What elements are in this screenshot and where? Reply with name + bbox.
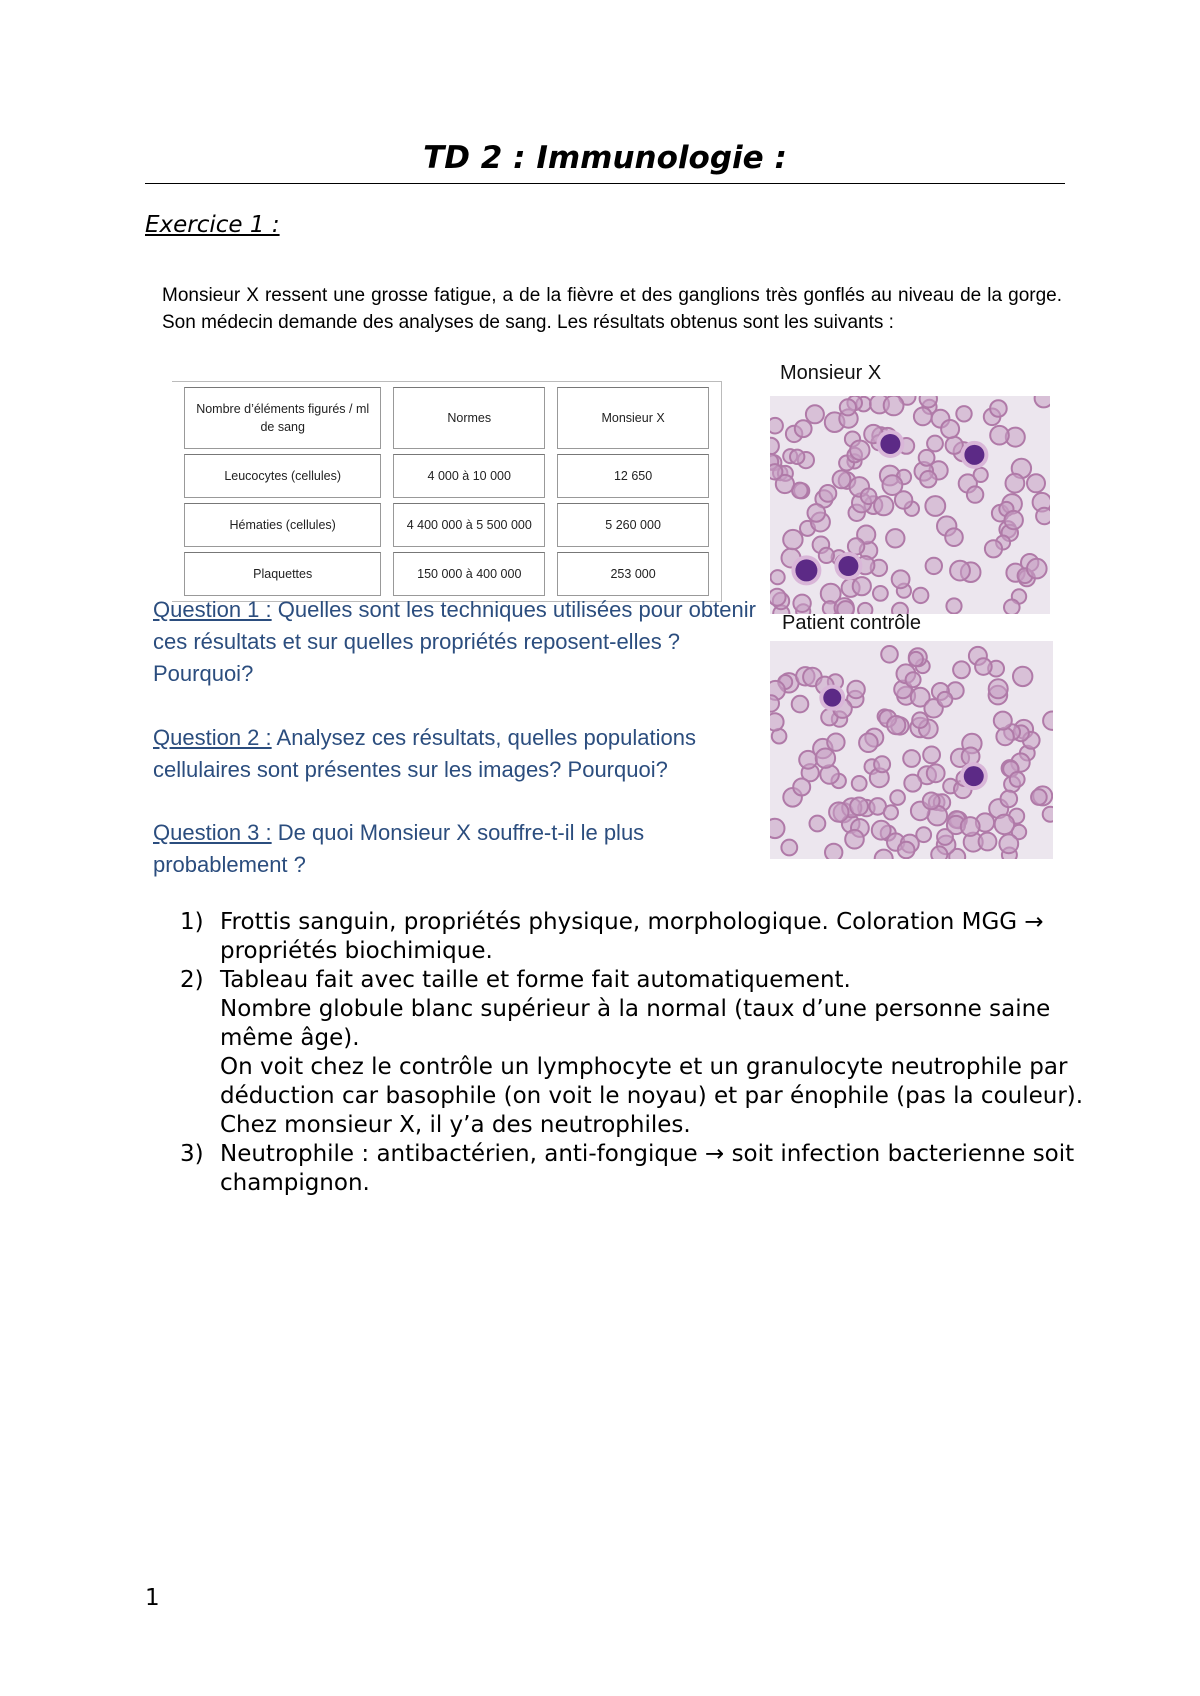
- answer-line: Chez monsieur X, il y’a des neutrophiles.: [220, 1112, 691, 1138]
- red-blood-cell: [961, 817, 980, 836]
- answer-line: Neutrophile : antibactérien, anti-fongique → soit infection bacterienne soit champignon.: [220, 1141, 1075, 1196]
- answer-line: On voit chez le contrôle un lymphocyte et un granulocyte neutrophile par déduction car basophile (on voit le noyau) et par énophile (pas la couleur).: [220, 1054, 1084, 1109]
- red-blood-cell: [906, 672, 921, 687]
- red-blood-cell: [816, 749, 835, 768]
- smear-drawing: [770, 641, 1053, 859]
- red-blood-cell: [770, 695, 779, 711]
- red-blood-cell: [974, 468, 988, 482]
- red-blood-cell: [1010, 772, 1025, 787]
- red-blood-cell: [875, 850, 893, 859]
- red-blood-cell: [927, 436, 943, 452]
- red-blood-cell: [1027, 559, 1047, 579]
- red-blood-cell: [1031, 789, 1047, 805]
- red-blood-cell: [926, 558, 942, 574]
- answers-list: [180, 908, 1090, 1198]
- red-blood-cell: [771, 570, 785, 584]
- red-blood-cell: [994, 712, 1012, 730]
- red-blood-cell: [781, 840, 797, 856]
- red-blood-cell: [1004, 600, 1020, 615]
- exercise-intro: Monsieur X ressent une grosse fatigue, a de la fièvre et des ganglions très gonflés au niveau de la gorge. Son médecin demande des analyses de sang. Les résultats obtenus sont les suivants :: [162, 285, 1062, 333]
- red-blood-cell: [1043, 807, 1053, 822]
- red-blood-cell: [904, 775, 921, 792]
- list-number: 1): [180, 909, 204, 935]
- table-cell: 4 000 à 10 000: [393, 454, 545, 498]
- red-blood-cell: [852, 776, 867, 791]
- red-blood-cell: [1013, 667, 1032, 686]
- table-cell: 150 000 à 400 000: [393, 552, 545, 596]
- red-blood-cell: [946, 437, 963, 454]
- answer-line: Tableau fait avec taille et forme fait automatiquement.: [220, 967, 851, 993]
- red-blood-cell: [950, 561, 970, 581]
- red-blood-cell: [990, 426, 1009, 445]
- table-header-cell: Monsieur X: [557, 387, 709, 449]
- red-blood-cell: [967, 486, 983, 502]
- red-blood-cell: [850, 441, 869, 460]
- red-blood-cell: [903, 750, 920, 767]
- red-blood-cell: [923, 793, 940, 810]
- red-blood-cell: [873, 586, 888, 601]
- red-blood-cell: [941, 420, 959, 438]
- blood-smear-control-image: [770, 641, 1053, 859]
- table-row: [184, 552, 709, 596]
- list-item: [180, 908, 1090, 966]
- red-blood-cell: [890, 790, 905, 805]
- red-blood-cell: [795, 420, 812, 437]
- red-blood-cell: [945, 528, 963, 546]
- red-blood-cell: [845, 830, 864, 849]
- red-blood-cell: [886, 529, 904, 547]
- red-blood-cell: [1043, 712, 1053, 730]
- image-label-patient-controle: Patient contrôle: [782, 612, 921, 634]
- red-blood-cell: [874, 756, 890, 772]
- question-1: [153, 594, 758, 690]
- table-cell: Plaquettes: [184, 552, 381, 596]
- list-item: [180, 966, 1090, 1140]
- red-blood-cell: [790, 450, 804, 464]
- red-blood-cell: [953, 661, 970, 678]
- red-blood-cell: [881, 646, 898, 663]
- red-blood-cell: [927, 764, 945, 782]
- red-blood-cell: [909, 652, 923, 666]
- table-cell: 5 260 000: [557, 503, 709, 547]
- red-blood-cell: [799, 751, 817, 769]
- exercise-heading: Exercice 1 :: [145, 212, 280, 238]
- question-label: Question 3 :: [153, 820, 272, 845]
- question-text: Analysez ces résultats, quelles populations cellulaires sont présentes sur les images? Pourquoi?: [153, 725, 696, 782]
- question-label: Question 1 :: [153, 597, 272, 622]
- red-blood-cell: [833, 471, 851, 489]
- answer-line: Frottis sanguin, propriétés physique, morphologique. Coloration MGG → propriétés biochimique.: [220, 909, 1044, 964]
- red-blood-cell: [1005, 511, 1023, 529]
- red-blood-cell: [931, 846, 947, 859]
- table-cell: Hématies (cellules): [184, 503, 381, 547]
- cell-nucleus: [964, 766, 984, 786]
- red-blood-cell: [920, 396, 937, 408]
- red-blood-cell: [913, 588, 928, 603]
- red-blood-cell: [887, 716, 905, 734]
- red-blood-cell: [883, 475, 903, 495]
- blood-results-table: [172, 381, 722, 602]
- red-blood-cell: [770, 819, 785, 838]
- red-blood-cell: [770, 589, 786, 606]
- question-3: [153, 817, 758, 881]
- red-blood-cell: [892, 570, 910, 588]
- red-blood-cell: [770, 713, 784, 730]
- question-text: Quelles sont les techniques utilisées pour obtenir ces résultats et sur quelles propriétés reposent-elles ? Pourquoi?: [153, 597, 756, 686]
- red-blood-cell: [914, 408, 932, 426]
- image-label-monsieur-x: Monsieur X: [780, 362, 882, 384]
- red-blood-cell: [884, 805, 898, 819]
- red-blood-cell: [1035, 396, 1050, 407]
- red-blood-cell: [975, 658, 992, 675]
- smear-drawing: [770, 396, 1050, 614]
- cell-nucleus: [838, 556, 858, 576]
- red-blood-cell: [1027, 474, 1045, 492]
- red-blood-cell: [999, 834, 1018, 853]
- list-item: [180, 1140, 1090, 1198]
- question-2: [153, 722, 758, 786]
- red-blood-cell: [847, 681, 864, 698]
- red-blood-cell: [793, 779, 810, 796]
- table-header-cell: Normes: [393, 387, 545, 449]
- red-blood-cell: [783, 530, 802, 549]
- red-blood-cell: [820, 485, 837, 502]
- list-number: 2): [180, 967, 204, 993]
- red-blood-cell: [829, 802, 848, 821]
- document-title: TD 2 : Immunologie :: [423, 140, 787, 176]
- red-blood-cell: [946, 598, 961, 613]
- table-cell: 12 650: [557, 454, 709, 498]
- red-blood-cell: [874, 496, 893, 515]
- red-blood-cell: [912, 712, 928, 728]
- red-blood-cell: [989, 679, 1008, 698]
- red-blood-cell: [956, 406, 971, 421]
- red-blood-cell: [793, 595, 810, 612]
- red-blood-cell: [850, 798, 868, 816]
- red-blood-cell: [979, 833, 997, 851]
- red-blood-cell: [770, 438, 779, 455]
- red-blood-cell: [770, 464, 782, 479]
- red-blood-cell: [1006, 474, 1025, 493]
- cell-nucleus: [823, 689, 841, 707]
- red-blood-cell: [819, 548, 834, 563]
- red-blood-cell: [825, 844, 842, 859]
- table-row: [184, 454, 709, 498]
- table-cell: Leucocytes (cellules): [184, 454, 381, 498]
- table-header-row: [184, 387, 709, 449]
- red-blood-cell: [808, 504, 826, 522]
- red-blood-cell: [996, 728, 1013, 745]
- red-blood-cell: [990, 400, 1007, 417]
- red-blood-cell: [840, 399, 856, 415]
- table-row: [184, 503, 709, 547]
- red-blood-cell: [859, 733, 878, 752]
- red-blood-cell: [827, 734, 844, 751]
- red-blood-cell: [810, 816, 826, 832]
- answer-line: Nombre globule blanc supérieur à la normal (taux d’une personne saine même âge).: [220, 996, 1051, 1051]
- red-blood-cell: [925, 496, 945, 516]
- question-text: De quoi Monsieur X souffre-t-il le plus probablement ?: [153, 820, 645, 877]
- list-number: 3): [180, 1141, 204, 1167]
- question-label: Question 2 :: [153, 725, 272, 750]
- red-blood-cell: [1036, 508, 1050, 524]
- table-cell: 253 000: [557, 552, 709, 596]
- red-blood-cell: [898, 842, 915, 859]
- red-blood-cell: [985, 540, 1002, 557]
- red-blood-cell: [995, 815, 1015, 835]
- red-blood-cell: [919, 450, 935, 466]
- blood-smear-monsieur-x-image: [770, 396, 1050, 614]
- table-cell: 4 400 000 à 5 500 000: [393, 503, 545, 547]
- title-divider: [145, 183, 1065, 184]
- red-blood-cell: [853, 577, 871, 595]
- red-blood-cell: [770, 418, 783, 434]
- cell-nucleus: [964, 445, 984, 465]
- red-blood-cell: [920, 471, 936, 487]
- red-blood-cell: [923, 747, 940, 764]
- table-header-cell: Nombre d’éléments figurés / ml de sang: [184, 387, 381, 449]
- red-blood-cell: [806, 405, 824, 423]
- red-blood-cell: [792, 696, 809, 713]
- red-blood-cell: [1001, 791, 1018, 808]
- red-blood-cell: [848, 538, 864, 554]
- red-blood-cell: [884, 396, 904, 415]
- cell-nucleus: [880, 434, 900, 454]
- cell-nucleus: [795, 559, 817, 581]
- page-number: 1: [145, 1585, 160, 1611]
- red-blood-cell: [938, 692, 953, 707]
